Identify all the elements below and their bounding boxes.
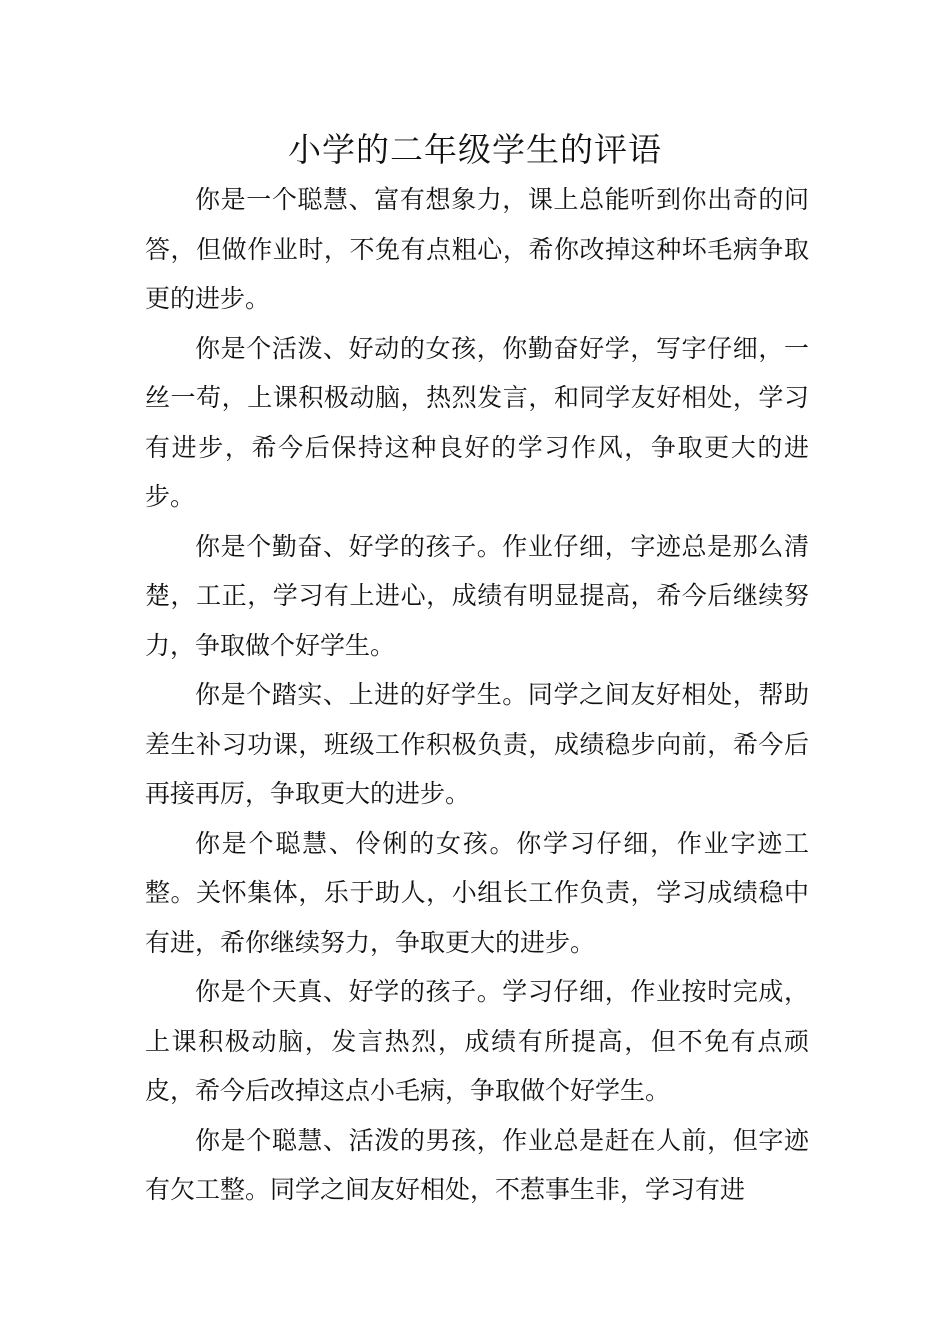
comment-paragraph-6: 你是个天真、好学的孩子。学习仔细，作业按时完成，上课积极动脑，发言热烈，成绩有所提高，但不免有点顽皮，希今后改掉这点小毛病，争取做个好学生。 xyxy=(145,977,809,1105)
document-title: 小学的二年级学生的评语 xyxy=(288,130,662,169)
comment-paragraph-5: 你是个聪慧、伶俐的女孩。你学习仔细，作业字迹工整。关怀集体，乐于助人，小组长工作负责，学习成绩稳中有进，希你继续努力，争取更大的进步。 xyxy=(145,828,809,957)
comment-paragraph-2: 你是个活泼、好动的女孩，你勤奋好学，写字仔细，一丝一苟，上课积极动脑，热烈发言，和同学友好相处，学习有进步，希今后保持这种良好的学习作风，争取更大的进步。 xyxy=(145,333,809,511)
comment-paragraph-1: 你是一个聪慧、富有想象力，课上总能听到你出奇的问答，但做作业时，不免有点粗心，希你改掉这种坏毛病争取更的进步。 xyxy=(145,185,809,313)
comment-paragraph-4: 你是个踏实、上进的好学生。同学之间友好相处，帮助差生补习功课，班级工作积极负责，成绩稳步向前，希今后再接再厉，争取更大的进步。 xyxy=(145,680,809,808)
comment-paragraph-3: 你是个勤奋、好学的孩子。作业仔细，字迹总是那么清楚，工正，学习有上进心，成绩有明显提高，希今后继续努力，争取做个好学生。 xyxy=(145,531,809,660)
document-body xyxy=(145,175,809,1215)
comment-paragraph-7: 你是个聪慧、活泼的男孩，作业总是赶在人前，但字迹有欠工整。同学之间友好相处，不惹事生非，学习有进 xyxy=(145,1125,809,1204)
